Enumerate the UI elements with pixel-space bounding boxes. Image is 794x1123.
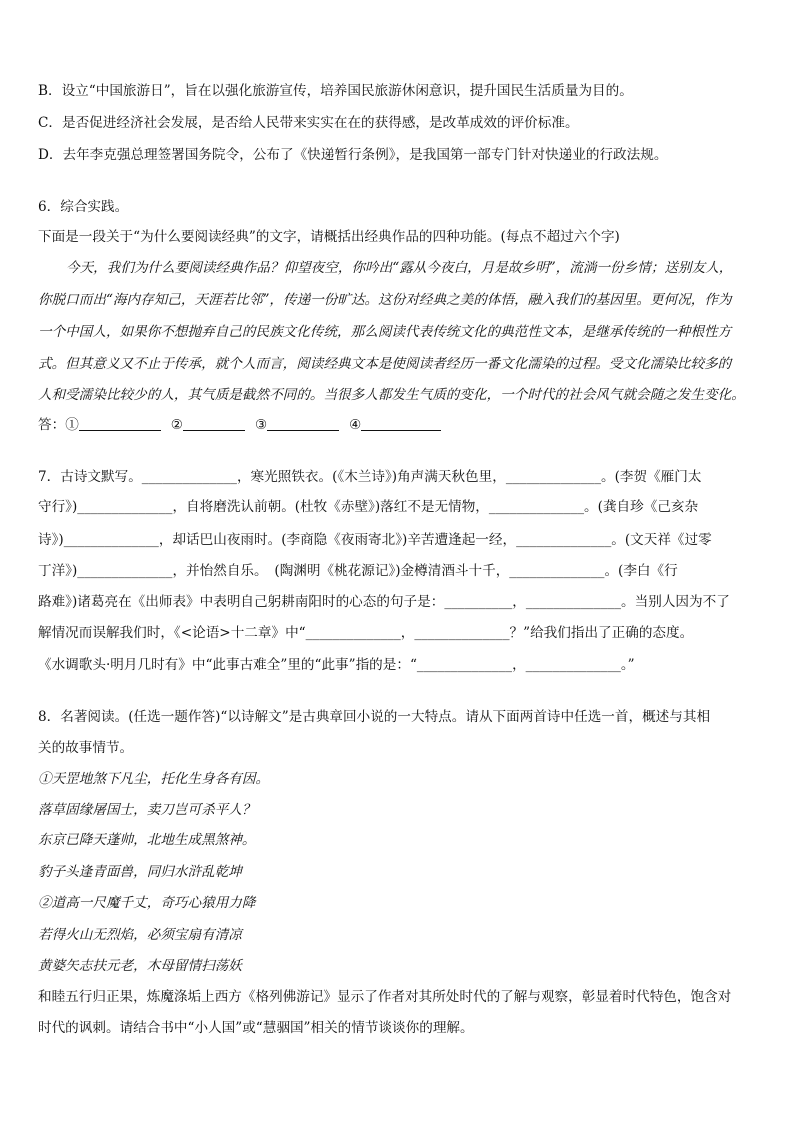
- q7-line: 诗》)______________，却话巴山夜雨时。(李商隐《夜雨寄北》)辛苦遭逢起一经，______________。(文天祥《过零: [38, 532, 712, 548]
- answer-marker-1: ①: [65, 417, 79, 433]
- q7-line: 《水调歌头·明月几时有》中“此事古难全”里的“此事”指的是：“______________，______________。”: [38, 657, 635, 673]
- q6-title: 6．综合实践。: [38, 199, 129, 215]
- option-d: D．去年李克强总理签署国务院令，公布了《快递暂行条例》，是我国第一部专门针对快递业的行政法规。: [38, 147, 668, 163]
- poem1-line: 落草固缘屠国士，卖刀岂可杀平人？: [38, 802, 256, 818]
- answer-marker-3: ③: [254, 417, 268, 433]
- answer-marker-2: ②: [170, 417, 183, 433]
- poem1-line: ①天罡地煞下凡尘，托化生身各有因。: [38, 771, 270, 787]
- option-c: C．是否促进经济社会发展，是否给人民带来实实在在的获得感，是改革成效的评价标准。: [38, 115, 579, 131]
- q7-line: 守行》)______________，自将磨洗认前朝。(杜牧《赤壁》)落红不是无情物，______________。(龚自珍《己亥杂: [38, 499, 699, 515]
- q6-passage-line: 今天，我们为什么要阅读经典作品？仰望夜空，你吟出“露从今夜白，月是故乡明”，流淌一份乡情；送别友人，: [66, 260, 733, 276]
- poem2-line: 若得火山无烈焰，必须宝扇有清凉: [38, 927, 242, 943]
- answer-blank-3[interactable]: [267, 416, 339, 431]
- q7-line: 路难》)诸葛亮在《出师表》中表明自己躬耕南阳时的心态的句子是：__________，______________。当别人因为不了: [38, 594, 730, 610]
- q8-line: 8．名著阅读。(任选一题作答)“以诗解文”是古典章回小说的一大特点。请从下面两首诗中任选一首，概述与其相: [38, 709, 711, 725]
- poem1-line: 豹子头逢青面兽，同归水浒乱乾坤: [38, 864, 242, 880]
- q7-line: 解情况而误解我们时，《<论语>十二章》中“______________，______________？”给我们指出了正确的态度。: [38, 625, 694, 641]
- poem2-line: ②道高一尺魔千丈，奇巧心猿用力降: [38, 895, 256, 911]
- q7-line: 7．古诗文默写。______________，寒光照铁衣。(《木兰诗》)角声满天秋色里，______________。(李贺《雁门太: [38, 469, 702, 485]
- q6-prompt: 下面是一段关于“为什么要阅读经典”的文字，请概括出经典作品的四种功能。(每点不超过六个字): [38, 229, 620, 245]
- q8-gulliver-line: 时代的讽刺。请结合书中“小人国”或“慧骃国”相关的情节谈谈你的理解。: [38, 1020, 474, 1036]
- answer-blank-1[interactable]: [79, 416, 161, 431]
- q6-passage-line: 一个中国人，如果你不想抛弃自己的民族文化传统，那么阅读代表传统文化的典范性文本，是继承传统的一种根性方: [38, 324, 732, 340]
- q6-passage-line: 人和受濡染比较少的人，其气质是截然不同的。当很多人都发生气质的变化，一个时代的社会风气就会随之发生变化。: [38, 387, 745, 403]
- answer-label: 答：: [38, 417, 66, 433]
- q6-passage-line: 你脱口而出“海内存知己，天涯若比邻”，传递一份旷达。这份对经典之美的体悟，融入我们的基因里。更何况，作为: [38, 292, 732, 308]
- q6-answer-row: [38, 415, 760, 435]
- option-b: B．设立“中国旅游日”，旨在以强化旅游宣传，培养国民旅游休闲意识，提升国民生活质量为目的。: [38, 83, 633, 99]
- q7-line: 丁洋》)______________，并怡然自乐。 (陶渊明《桃花源记》)金樽清酒斗十千，______________。(李白《行: [38, 563, 678, 579]
- q6-passage-line: 式。但其意义又不止于传承，就个人而言，阅读经典文本是使阅读者经历一番文化濡染的过程。受文化濡染比较多的: [38, 356, 732, 372]
- poem2-line: 和睦五行归正果，炼魔涤垢上西方《格列佛游记》显示了作者对其所处时代的了解与观察，彰显着时代特色，饱含对: [38, 989, 732, 1005]
- q8-line: 关的故事情节。: [38, 740, 134, 756]
- poem1-line: 东京已降天蓬帅，北地生成黑煞神。: [38, 832, 256, 848]
- answer-marker-4: ④: [349, 417, 362, 433]
- answer-blank-2[interactable]: [183, 416, 245, 431]
- answer-blank-4[interactable]: [361, 416, 441, 431]
- poem2-line: 黄婆矢志扶元老，木母留情扫荡妖: [38, 958, 242, 974]
